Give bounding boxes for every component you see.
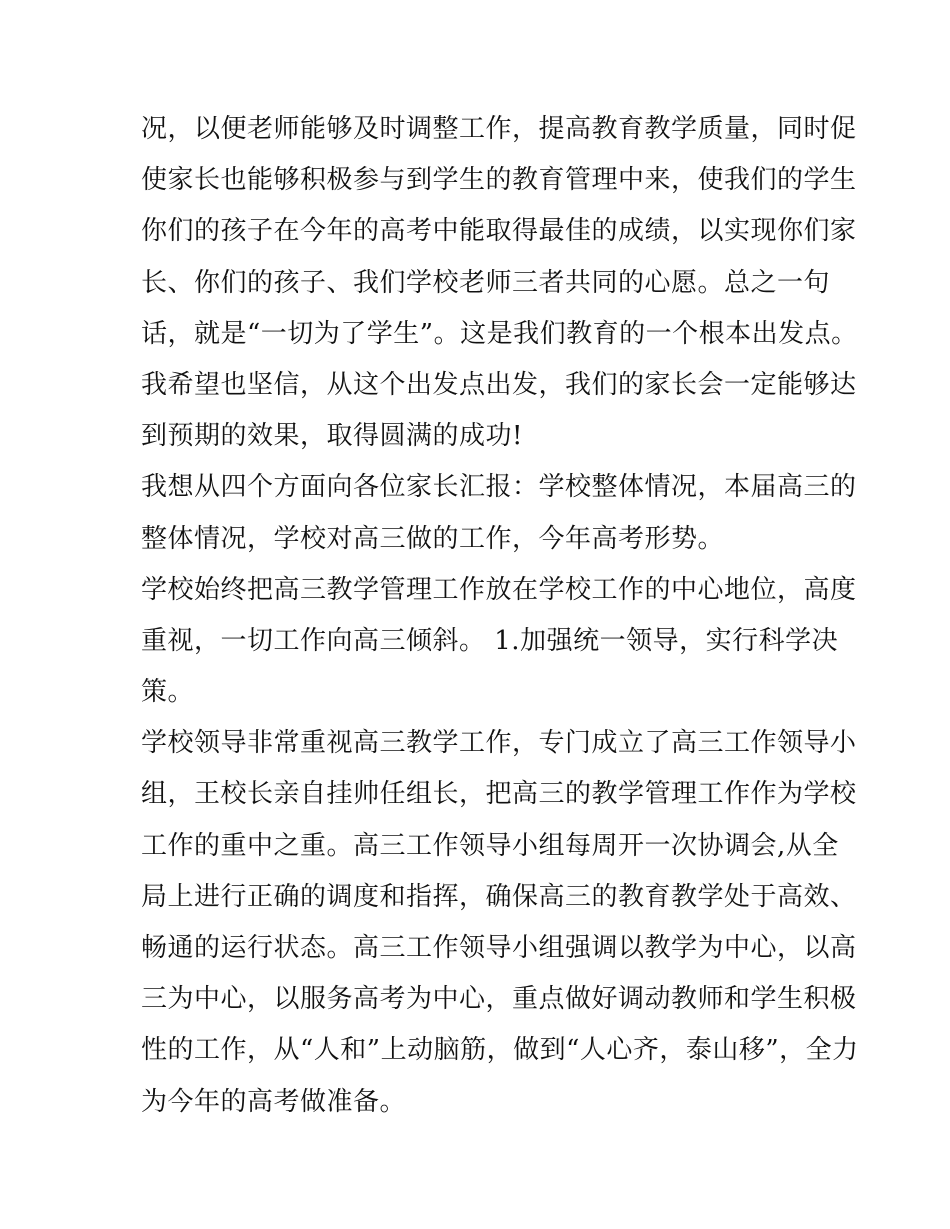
text-line: 你们的孩子在今年的高考中能取得最佳的成绩，以实现你们家 [141,216,857,247]
text-line: 到预期的效果，取得圆满的成功! [141,421,523,452]
text-line: 况，以便老师能够及时调整工作，提高教育教学质量，同时促 [141,114,857,144]
text-line: 学校领导非常重视高三教学工作，专门成立了高三工作领导小 [141,728,857,759]
text-line: 畅通的运行状态。高三工作领导小组强调以教学为中心，以高 [141,933,857,963]
text-line: 整体情况，学校对高三做的工作，今年高考形势。 [141,523,725,554]
text-line: 组，王校长亲自挂帅任组长，把高三的教学管理工作作为学校 [141,779,857,810]
document-body [141,108,859,1132]
text-line: 三为中心，以服务高考为中心，重点做好调动教师和学生积极 [141,984,857,1015]
text-line: 重视，一切工作向高三倾斜。 1.加强统一领导，实行科学决 [141,625,839,656]
text-line: 局上进行正确的调度和指挥，确保高三的教育教学处于高效、 [141,881,857,912]
text-line: 学校始终把高三教学管理工作放在学校工作的中心地位，高度 [141,574,857,605]
text-line: 工作的重中之重。高三工作领导小组每周开一次协调会,从全 [141,830,839,861]
text-line: 我想从四个方面向各位家长汇报：学校整体情况，本届高三的 [141,472,857,503]
text-line: 策。 [141,677,195,708]
text-line: 使家长也能够积极参与到学生的教育管理中来，使我们的学生 [141,165,857,196]
text-line: 长、你们的孩子、我们学校老师三者共同的心愿。总之一句 [141,267,831,298]
text-line: 为今年的高考做准备。 [141,1086,407,1117]
text-line: 性的工作，从“人和”上动脑筋，做到“人心齐，泰山移”，全力 [141,1035,859,1066]
text-line: 我希望也坚信，从这个出发点出发，我们的家长会一定能够达 [141,369,857,400]
text-line: 话，就是“一切为了学生”。这是我们教育的一个根本出发点。 [141,318,858,349]
